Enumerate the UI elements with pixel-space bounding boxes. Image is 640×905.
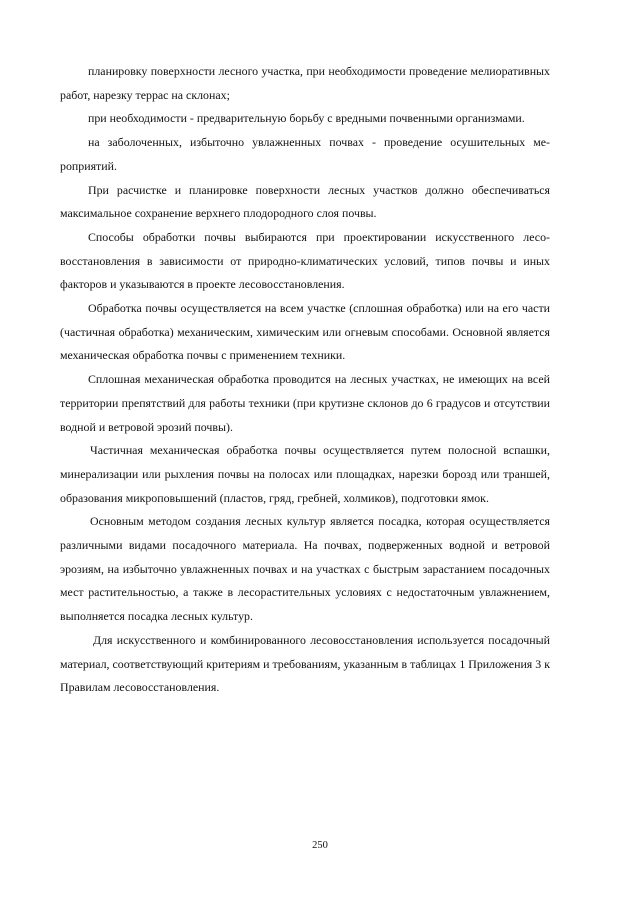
page-number: 250: [312, 840, 328, 851]
paragraph-soil-treatment-scope: Обработка почвы осуществляется на всем участке (сплошная обработка) или на его части (частичная обработка) механическим, химическим или огневым способами. Основной является механическая обработка почвы с применением техники.: [60, 301, 550, 363]
paragraph-continuous-treatment: Сплошная механическая обработка проводится на лесных участках, не имеющих на всей территории препятствий для работы техники (при крутизне склонов до 6 градусов и отсутствии водной и ветровой эрозий почвы).: [60, 372, 550, 434]
paragraph-pest-control: при необходимости - предварительную борьбу с вредными почвенными организмами.: [88, 111, 525, 126]
paragraph-planting-method: Основным методом создания лесных культур является посадка, которая осуществляется различными видами посадочного материала. На почвах, подверженных водной и ветровой эрозиям, на избыточно увлажненных почвах и на участках с быстрым зарастанием посадочных мест растительностью, а также в лесорастительных условиях с недостаточным увлажнением, выполняется посадка лесных культур.: [60, 514, 550, 624]
paragraph-partial-treatment: Частичная механическая обработка почвы осуществляется путем полосной вспашки, минерализации или рыхления почвы на полосах или площадках, нарезки борозд или траншей, образования микроповышений (пластов, гряд, гребней, холмиков), подготовки ямок.: [60, 443, 550, 505]
body-text: [60, 60, 550, 700]
paragraph-drainage: на заболоченных, избыточно увлажненных почвах - проведение осушительных мероприятий.: [60, 135, 550, 173]
paragraph-soil-treatment-methods: Способы обработки почвы выбираются при проектировании искусственного лесовосстановления в зависимости от природно-климатических условий, типов почвы и иных факторов и указываются в проекте лесовосстановления.: [60, 229, 550, 292]
paragraph-planting-material: Для искусственного и комбинированного лесовосстановления используется посадочный материал, соответствующий критериям и требованиям, указанным в таблицах 1 Приложения 3 к Правилам лесовосстановления.: [60, 632, 550, 695]
paragraph-topsoil-preservation: При расчистке и планировке поверхности лесных участков должно обеспечиваться максимальное сохранение верхнего плодородного слоя почвы.: [60, 182, 550, 221]
paragraph-surface-planning: планировку поверхности лесного участка, при необходимости проведение мелиоративных работ, нарезку террас на склонах;: [60, 64, 550, 102]
